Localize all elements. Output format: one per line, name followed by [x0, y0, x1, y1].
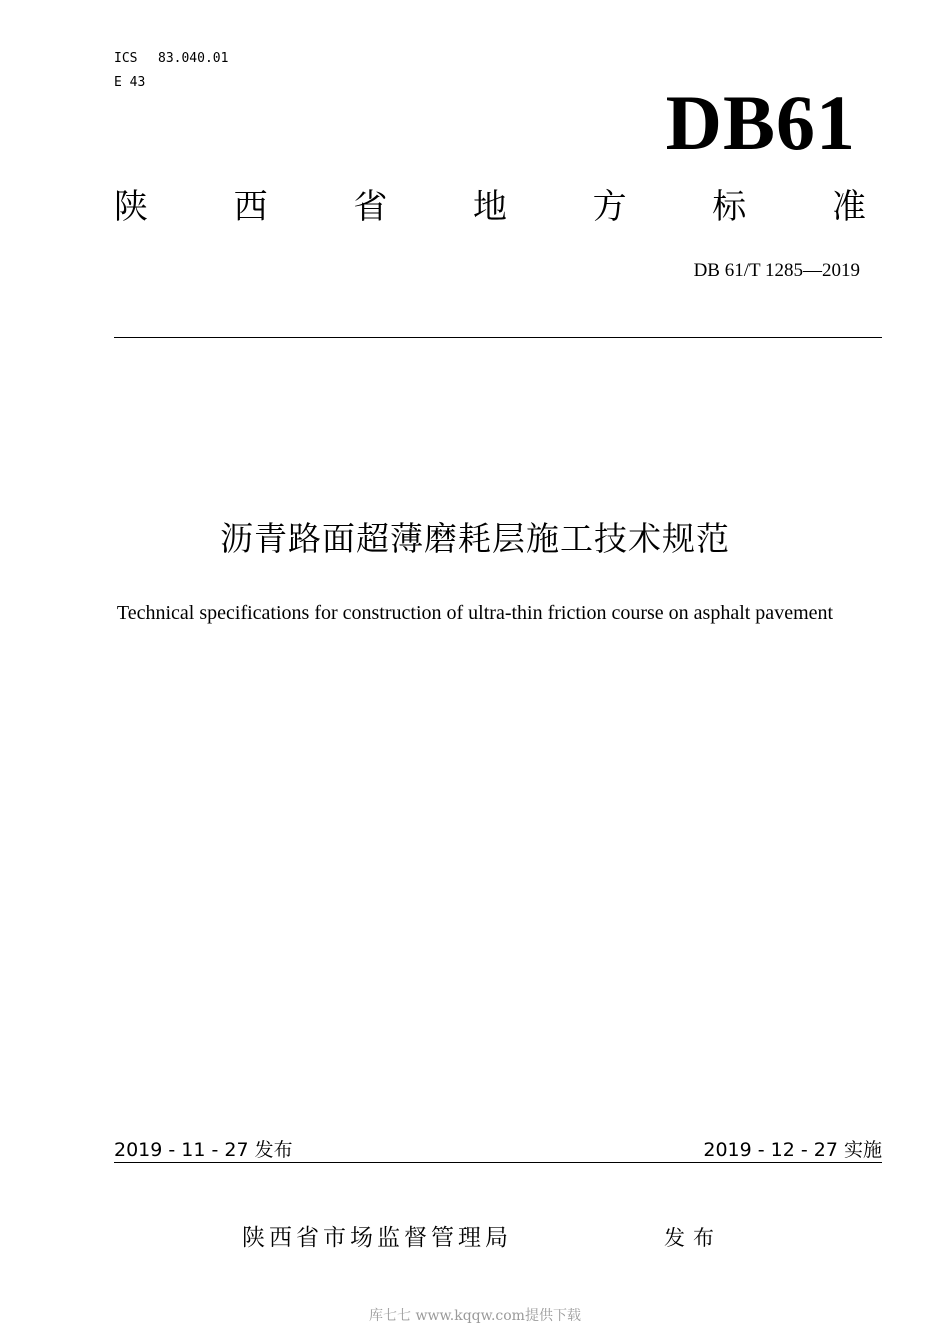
standard-number: DB 61/T 1285—2019 — [693, 260, 860, 281]
top-divider — [114, 337, 882, 338]
ics-label: ICS — [114, 51, 138, 66]
standard-type-char: 地 — [472, 187, 507, 227]
standard-type-char: 省 — [353, 187, 388, 227]
implementation-date: 2019 - 12 - 27 实施 — [703, 1139, 882, 1161]
issue-action: 发布 — [664, 1226, 722, 1250]
document-title-cn: 沥青路面超薄磨耗层施工技术规范 — [220, 519, 730, 558]
download-watermark: 库七七 www.kqqw.com提供下载 — [369, 1308, 581, 1324]
standard-type-char: 方 — [592, 187, 627, 227]
classification-code: E 43 — [114, 75, 146, 90]
standard-type — [114, 184, 866, 230]
db-mark: DB61 — [665, 79, 856, 166]
issue-date: 2019 - 11 - 27 发布 — [114, 1139, 293, 1161]
standard-type-char: 标 — [712, 187, 747, 227]
standard-type-char: 西 — [233, 187, 268, 227]
issuing-authority: 陕西省市场监督管理局 — [242, 1225, 512, 1251]
standard-type-char: 准 — [831, 187, 866, 227]
ics-code: 83.040.01 — [158, 51, 229, 66]
bottom-divider — [114, 1162, 882, 1163]
document-title-en: Technical specifications for construction of ultra-thin friction course on asphalt pavement — [116, 602, 834, 624]
standard-type-char: 陕 — [114, 187, 148, 227]
